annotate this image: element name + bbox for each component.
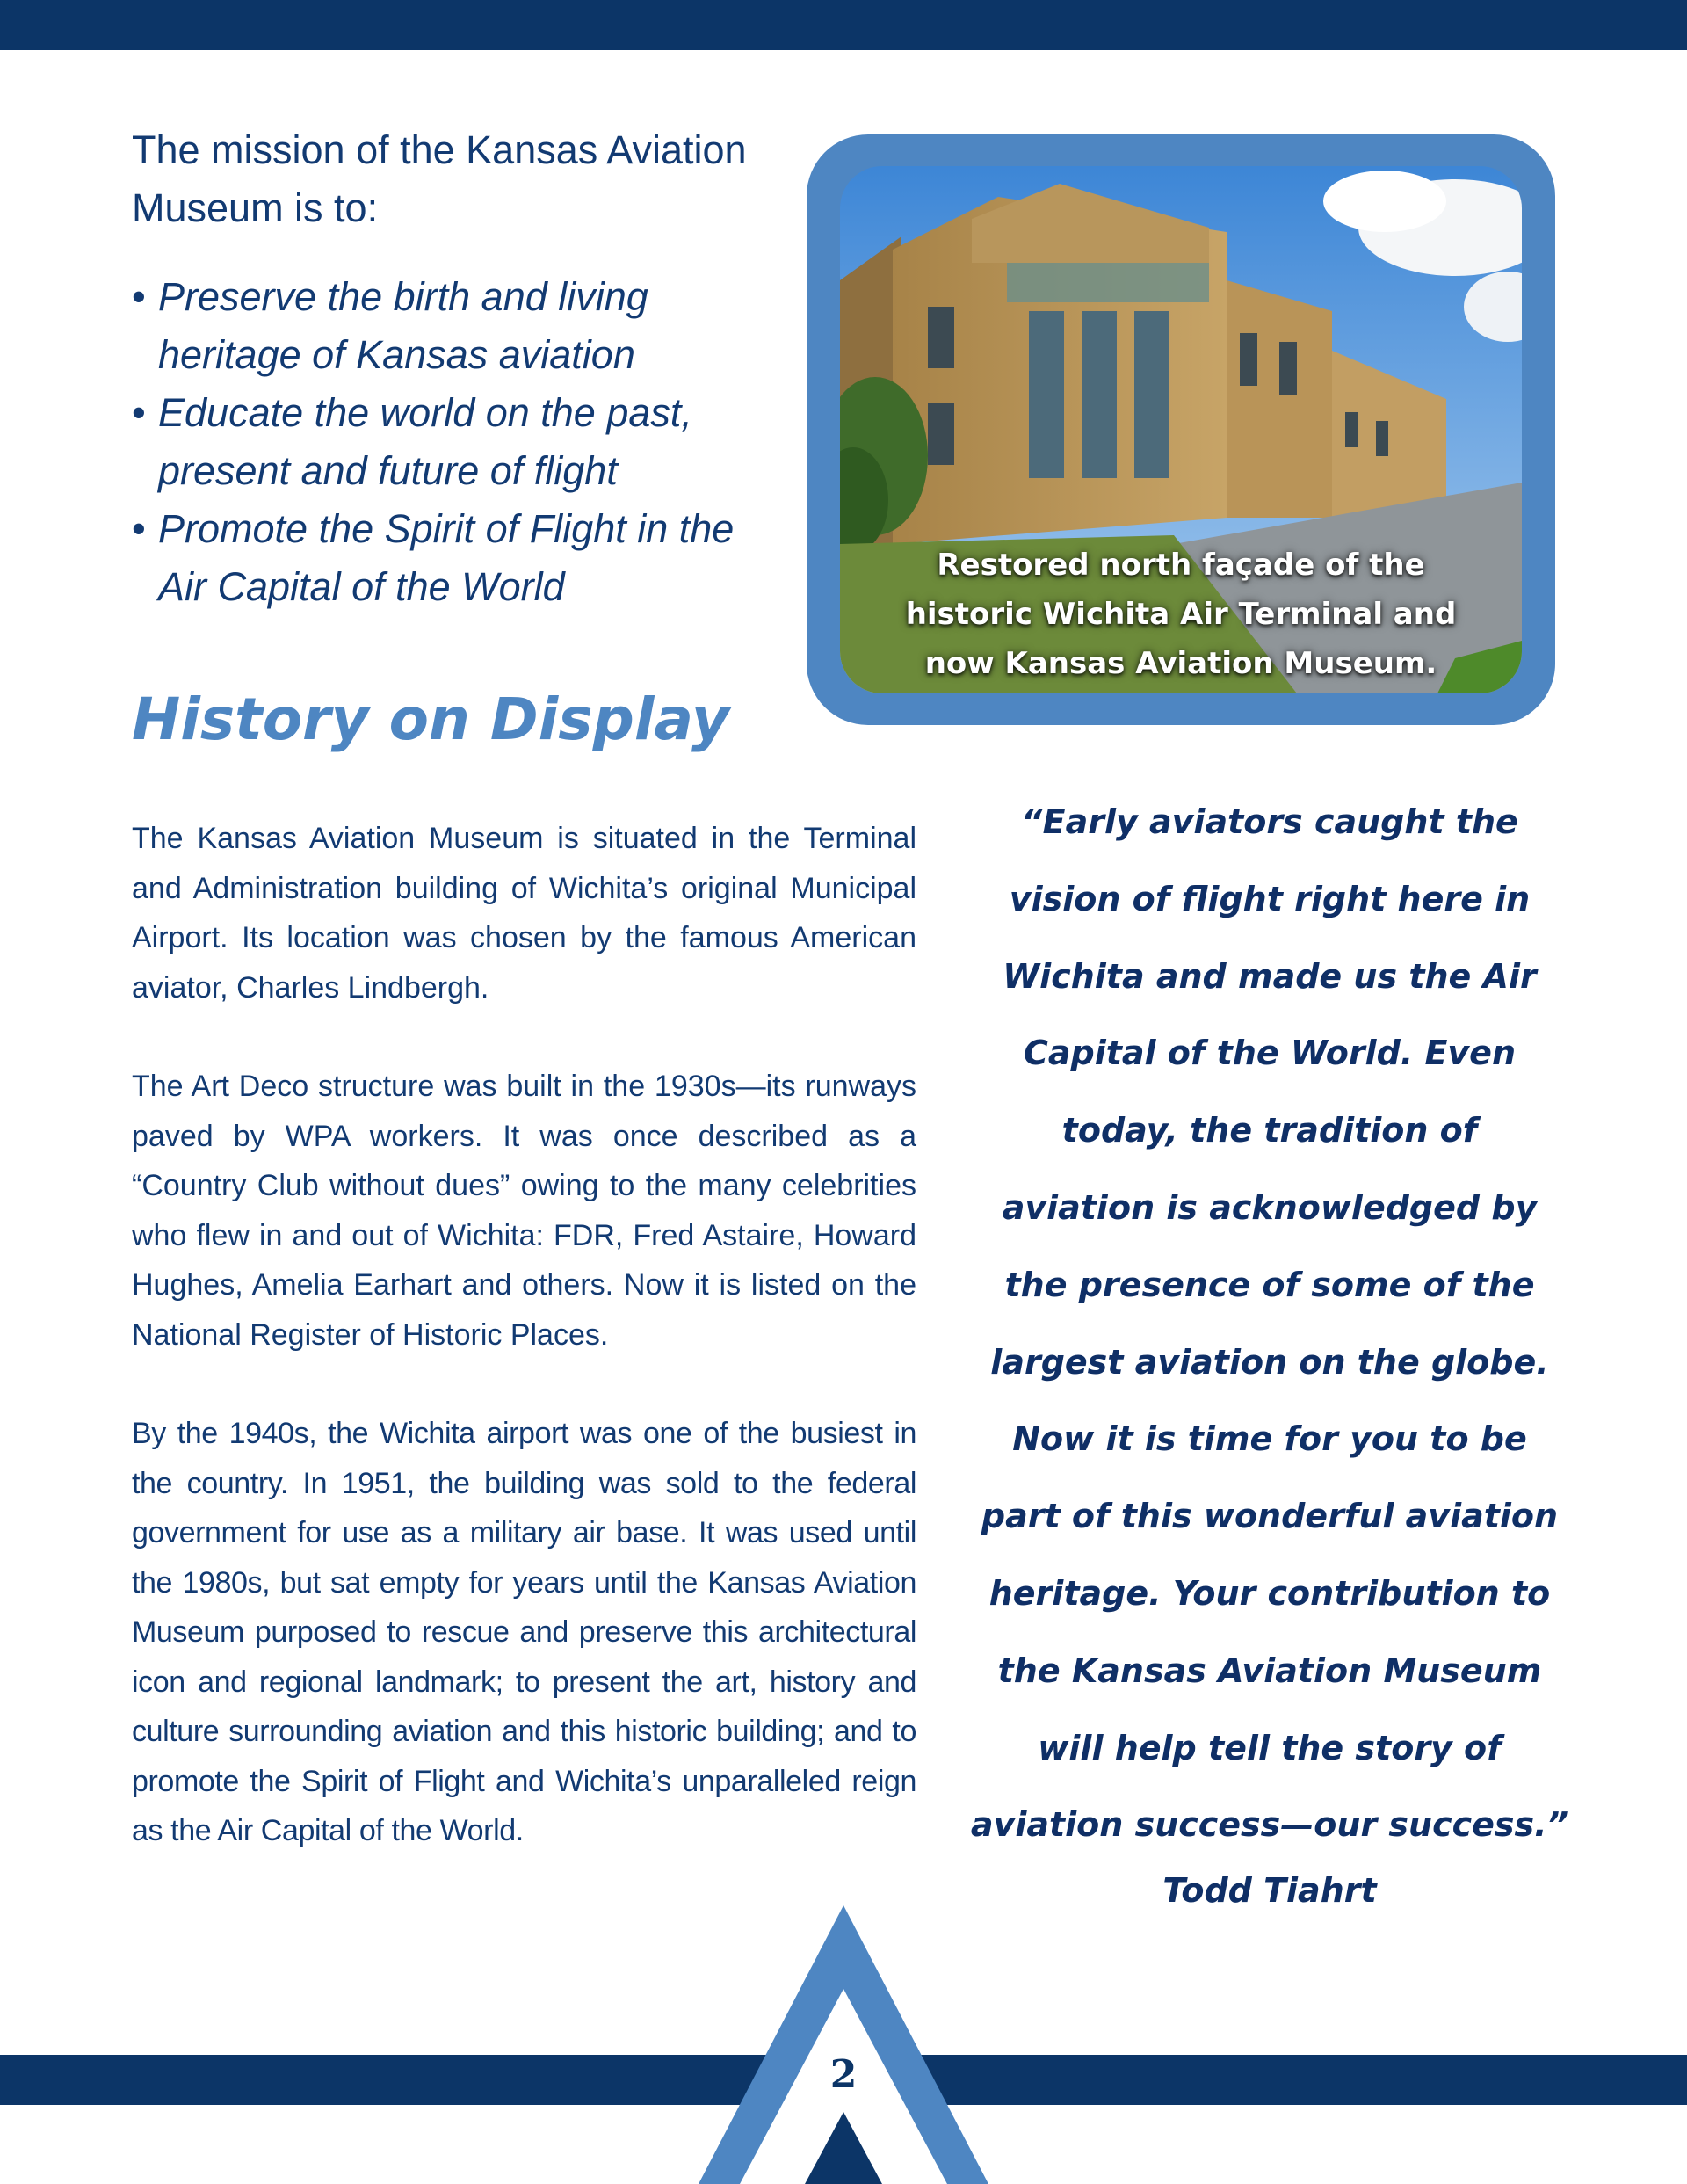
mission-item-text: Educate the world on the past, present and future of flight [158,390,692,493]
photo-caption [840,541,1522,688]
quote-line: Capital of the World. Even [1023,1034,1517,1073]
quote-line: Wichita and made us the Air [1003,956,1537,996]
quote-line: will help tell the story of [1038,1728,1502,1767]
caption-line: Restored north façade of the [937,548,1425,583]
page-number: 2 [829,2052,858,2097]
caption-line: now Kansas Aviation Museum. [924,646,1437,681]
mission-item-text: Promote the Spirit of Flight in the Air Capital of the World [158,506,735,609]
quote-line: the Kansas Aviation Museum [997,1651,1542,1690]
bullet-icon: • [132,506,146,551]
section-heading: History on Display [132,686,729,753]
bullet-icon: • [132,390,146,435]
mission-item [132,384,764,500]
history-paragraph [132,1409,916,1856]
mission-list [132,268,764,616]
quote-line: heritage. Your contribution to [988,1573,1551,1613]
quote-line: Now it is time for you to be [1012,1419,1527,1459]
triangle-logo-icon [699,1905,988,2184]
mission-item [132,268,764,384]
mission-intro: The mission of the Kansas Aviation Museum is to: [132,127,747,230]
quote-line: vision of flight right here in [1009,879,1531,918]
quote-line: aviation is acknowledged by [1002,1187,1538,1227]
pull-quote [967,784,1573,1864]
paragraph-text: The Art Deco structure was built in the 1930s—its runways paved by WPA workers. It was once described as a “Country Club without dues” owing to the many celebrities who flew in and out of Wichita: FDR, Fred Astaire, Howard Hughes, Amelia Earhart and others. Now it is listed on the National Register of Historic Places. [132,1070,916,1352]
paragraph-text: By the 1940s, the Wichita airport was one of the busiest in the country. In 1951, the building was sold to the federal government for use as a military air base. It was used until the 1980s, but sat empty for years until the Kansas Aviation Museum purposed to rescue and preserve this architectural icon and regional landmark; to present the art, history and culture surrounding aviation and this historic building; and to promote the Spirit of Flight and Wichita’s unparalleled reign as the Air Capital of the World. [132,1417,916,1847]
quote-line: “Early aviators caught the [1021,802,1518,841]
history-paragraph [132,814,916,1012]
mission-item-text: Preserve the birth and living heritage of Kansas aviation [158,274,648,377]
quote-line: aviation success—our success.” [970,1805,1569,1845]
paragraph-text: The Kansas Aviation Museum is situated in the Terminal and Administration building of Wichita’s original Municipal Airport. Its location was chosen by the famous American aviator, Charles Lindbergh. [132,822,916,1005]
top-banner-bar [0,0,1687,50]
photo-frame [807,134,1555,725]
history-paragraph [132,1062,916,1360]
quote-author: Todd Tiahrt [1162,1871,1377,1910]
museum-photo [840,166,1522,693]
quote-line: largest aviation on the globe. [990,1342,1549,1382]
quote-line: part of this wonderful aviation [981,1497,1559,1536]
quote-line: today, the tradition of [1061,1111,1478,1150]
mission-item [132,500,764,616]
quote-line: the presence of some of the [1004,1265,1535,1304]
bullet-icon: • [132,274,146,319]
caption-line: historic Wichita Air Terminal and [905,597,1457,632]
